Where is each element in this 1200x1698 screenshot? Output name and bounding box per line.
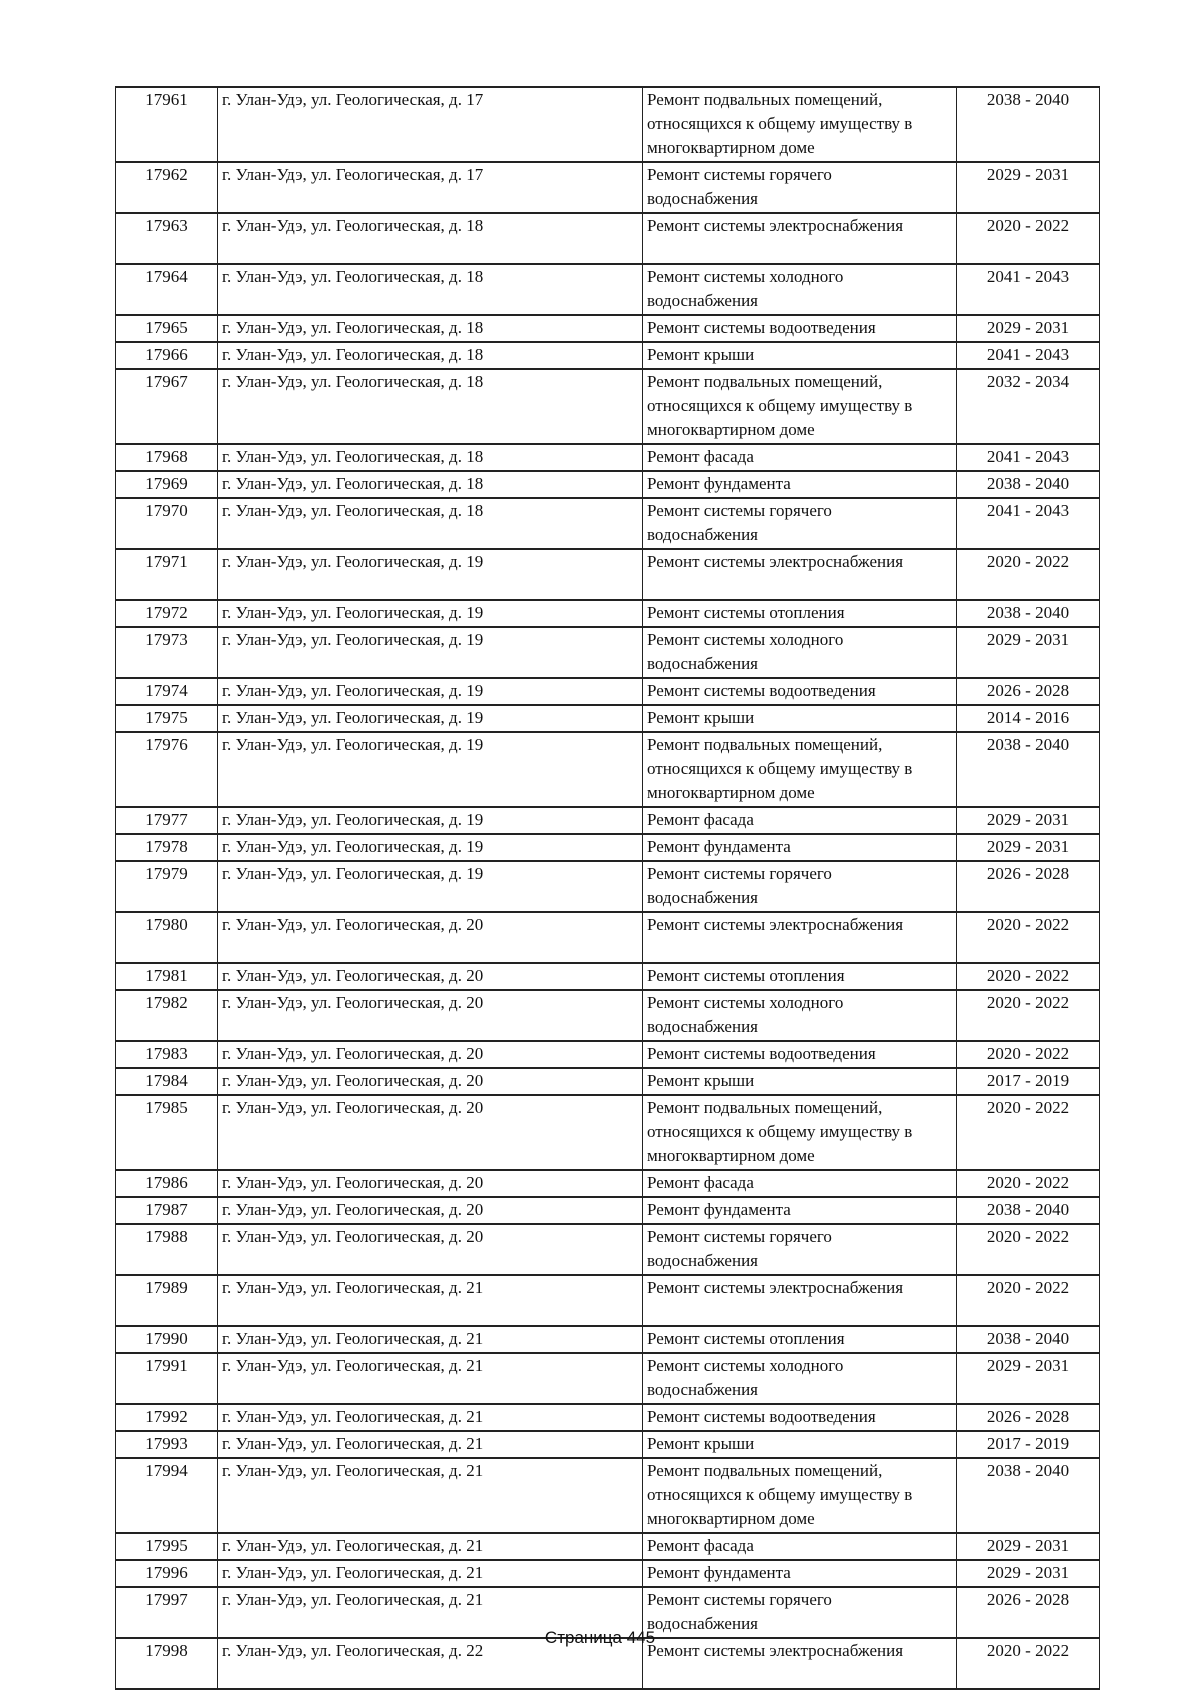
work-type-cell <box>643 990 957 1041</box>
address-cell: г. Улан-Удэ, ул. Геологическая, д. 19 <box>218 627 643 678</box>
work-type-line: водоснабжения <box>647 189 758 208</box>
address-cell: г. Улан-Удэ, ул. Геологическая, д. 17 <box>218 162 643 213</box>
address-cell: г. Улан-Удэ, ул. Геологическая, д. 19 <box>218 732 643 807</box>
table-row <box>116 627 1100 678</box>
period-cell: 2020 - 2022 <box>957 912 1100 963</box>
table-row <box>116 369 1100 444</box>
work-type-line: водоснабжения <box>647 525 758 544</box>
table-row <box>116 498 1100 549</box>
work-type-line: многоквартирном доме <box>647 420 815 439</box>
page-number: Страница 445 <box>544 1628 656 1647</box>
work-type-line: водоснабжения <box>647 291 758 310</box>
row-number-cell: 17969 <box>116 471 218 498</box>
address-cell: г. Улан-Удэ, ул. Геологическая, д. 20 <box>218 990 643 1041</box>
work-type-cell <box>643 807 957 834</box>
address-cell: г. Улан-Удэ, ул. Геологическая, д. 21 <box>218 1431 643 1458</box>
table-row <box>116 807 1100 834</box>
work-type-cell <box>643 369 957 444</box>
work-type-cell <box>643 1197 957 1224</box>
period-cell: 2026 - 2028 <box>957 678 1100 705</box>
table-row <box>116 1041 1100 1068</box>
work-type-cell <box>643 342 957 369</box>
row-number-cell: 17992 <box>116 1404 218 1431</box>
address-cell: г. Улан-Удэ, ул. Геологическая, д. 18 <box>218 369 643 444</box>
row-number-cell: 17975 <box>116 705 218 732</box>
work-type-line: многоквартирном доме <box>647 138 815 157</box>
period-cell: 2029 - 2031 <box>957 807 1100 834</box>
row-number-cell: 17967 <box>116 369 218 444</box>
row-number-cell: 17976 <box>116 732 218 807</box>
row-number-cell: 17974 <box>116 678 218 705</box>
work-type-line: относящихся к общему имуществу в <box>647 1122 913 1141</box>
period-cell: 2038 - 2040 <box>957 732 1100 807</box>
work-type-line: Ремонт системы горячего <box>647 1590 832 1609</box>
work-type-cell <box>643 1275 957 1326</box>
table-row <box>116 1431 1100 1458</box>
work-type-line: Ремонт фундамента <box>647 1563 791 1582</box>
work-type-line: Ремонт системы водоотведения <box>647 1407 876 1426</box>
row-number-cell: 17965 <box>116 315 218 342</box>
address-cell: г. Улан-Удэ, ул. Геологическая, д. 18 <box>218 342 643 369</box>
period-cell: 2020 - 2022 <box>957 213 1100 264</box>
work-type-line: Ремонт крыши <box>647 345 755 364</box>
work-type-line: Ремонт фасада <box>647 810 754 829</box>
address-cell: г. Улан-Удэ, ул. Геологическая, д. 21 <box>218 1458 643 1533</box>
work-type-line: Ремонт системы отопления <box>647 966 845 985</box>
row-number-cell: 17994 <box>116 1458 218 1533</box>
work-type-cell <box>643 1404 957 1431</box>
work-type-line: Ремонт системы электроснабжения <box>647 1278 904 1297</box>
work-type-line: водоснабжения <box>647 1380 758 1399</box>
table-row <box>116 162 1100 213</box>
work-type-line: Ремонт системы электроснабжения <box>647 1641 904 1660</box>
repair-works-table <box>115 86 1100 1690</box>
period-cell: 2020 - 2022 <box>957 1275 1100 1326</box>
work-type-cell <box>643 498 957 549</box>
address-cell: г. Улан-Удэ, ул. Геологическая, д. 18 <box>218 498 643 549</box>
address-cell: г. Улан-Удэ, ул. Геологическая, д. 22 <box>218 1638 643 1689</box>
period-cell: 2029 - 2031 <box>957 162 1100 213</box>
work-type-line: Ремонт системы отопления <box>647 1329 845 1348</box>
work-type-cell <box>643 861 957 912</box>
work-type-cell <box>643 549 957 600</box>
table-row <box>116 990 1100 1041</box>
table-row <box>116 444 1100 471</box>
work-type-cell <box>643 627 957 678</box>
work-type-cell <box>643 1224 957 1275</box>
work-type-line: Ремонт системы водоотведения <box>647 1044 876 1063</box>
work-type-line: водоснабжения <box>647 888 758 907</box>
work-type-cell <box>643 834 957 861</box>
row-number-cell: 17996 <box>116 1560 218 1587</box>
table-row <box>116 1170 1100 1197</box>
work-type-line: Ремонт системы холодного <box>647 267 844 286</box>
work-type-line: относящихся к общему имуществу в <box>647 1485 913 1504</box>
period-cell: 2038 - 2040 <box>957 471 1100 498</box>
row-number-cell: 17978 <box>116 834 218 861</box>
work-type-line: Ремонт системы электроснабжения <box>647 216 904 235</box>
row-number-cell: 17986 <box>116 1170 218 1197</box>
row-number-cell: 17970 <box>116 498 218 549</box>
table-row <box>116 87 1100 162</box>
table-row <box>116 1404 1100 1431</box>
address-cell: г. Улан-Удэ, ул. Геологическая, д. 20 <box>218 1197 643 1224</box>
work-type-cell <box>643 732 957 807</box>
address-cell: г. Улан-Удэ, ул. Геологическая, д. 20 <box>218 1170 643 1197</box>
work-type-line: Ремонт подвальных помещений, <box>647 1461 883 1480</box>
work-type-line: водоснабжения <box>647 1251 758 1270</box>
work-type-cell <box>643 1170 957 1197</box>
table-row <box>116 732 1100 807</box>
period-cell: 2020 - 2022 <box>957 1170 1100 1197</box>
period-cell: 2020 - 2022 <box>957 549 1100 600</box>
period-cell: 2038 - 2040 <box>957 1326 1100 1353</box>
row-number-cell: 17977 <box>116 807 218 834</box>
address-cell: г. Улан-Удэ, ул. Геологическая, д. 17 <box>218 87 643 162</box>
address-cell: г. Улан-Удэ, ул. Геологическая, д. 18 <box>218 444 643 471</box>
table-row <box>116 264 1100 315</box>
table-row <box>116 549 1100 600</box>
period-cell: 2029 - 2031 <box>957 1560 1100 1587</box>
work-type-line: многоквартирном доме <box>647 1509 815 1528</box>
address-cell: г. Улан-Удэ, ул. Геологическая, д. 19 <box>218 834 643 861</box>
row-number-cell: 17995 <box>116 1533 218 1560</box>
work-type-line: Ремонт системы холодного <box>647 630 844 649</box>
row-number-cell: 17980 <box>116 912 218 963</box>
repair-works-table-body <box>116 87 1100 1689</box>
address-cell: г. Улан-Удэ, ул. Геологическая, д. 21 <box>218 1587 643 1638</box>
address-cell: г. Улан-Удэ, ул. Геологическая, д. 20 <box>218 1224 643 1275</box>
row-number-cell: 17966 <box>116 342 218 369</box>
work-type-line: Ремонт системы водоотведения <box>647 681 876 700</box>
period-cell: 2026 - 2028 <box>957 1404 1100 1431</box>
row-number-cell: 17988 <box>116 1224 218 1275</box>
work-type-cell <box>643 705 957 732</box>
work-type-cell <box>643 1560 957 1587</box>
row-number-cell: 17972 <box>116 600 218 627</box>
table-row <box>116 342 1100 369</box>
work-type-line: Ремонт крыши <box>647 708 755 727</box>
row-number-cell: 17997 <box>116 1587 218 1638</box>
work-type-cell <box>643 87 957 162</box>
address-cell: г. Улан-Удэ, ул. Геологическая, д. 21 <box>218 1326 643 1353</box>
address-cell: г. Улан-Удэ, ул. Геологическая, д. 18 <box>218 315 643 342</box>
row-number-cell: 17961 <box>116 87 218 162</box>
row-number-cell: 17983 <box>116 1041 218 1068</box>
work-type-line: Ремонт фасада <box>647 1173 754 1192</box>
table-row <box>116 471 1100 498</box>
address-cell: г. Улан-Удэ, ул. Геологическая, д. 19 <box>218 549 643 600</box>
work-type-line: Ремонт подвальных помещений, <box>647 735 883 754</box>
work-type-cell <box>643 1431 957 1458</box>
work-type-cell <box>643 1533 957 1560</box>
period-cell: 2020 - 2022 <box>957 1638 1100 1689</box>
address-cell: г. Улан-Удэ, ул. Геологическая, д. 20 <box>218 1041 643 1068</box>
table-row <box>116 1353 1100 1404</box>
work-type-line: относящихся к общему имуществу в <box>647 396 913 415</box>
row-number-cell: 17991 <box>116 1353 218 1404</box>
work-type-cell <box>643 600 957 627</box>
work-type-line: Ремонт фасада <box>647 1536 754 1555</box>
row-number-cell: 17993 <box>116 1431 218 1458</box>
period-cell: 2041 - 2043 <box>957 444 1100 471</box>
address-cell: г. Улан-Удэ, ул. Геологическая, д. 19 <box>218 678 643 705</box>
table-row <box>116 912 1100 963</box>
table-row <box>116 1095 1100 1170</box>
row-number-cell: 17989 <box>116 1275 218 1326</box>
work-type-line: относящихся к общему имуществу в <box>647 114 913 133</box>
work-type-line: Ремонт фундамента <box>647 837 791 856</box>
period-cell: 2020 - 2022 <box>957 990 1100 1041</box>
work-type-line: Ремонт системы горячего <box>647 501 832 520</box>
period-cell: 2041 - 2043 <box>957 498 1100 549</box>
table-row <box>116 600 1100 627</box>
work-type-line: многоквартирном доме <box>647 1146 815 1165</box>
work-type-line: Ремонт системы горячего <box>647 864 832 883</box>
work-type-cell <box>643 1326 957 1353</box>
address-cell: г. Улан-Удэ, ул. Геологическая, д. 20 <box>218 1068 643 1095</box>
work-type-line: Ремонт подвальных помещений, <box>647 372 883 391</box>
address-cell: г. Улан-Удэ, ул. Геологическая, д. 20 <box>218 1095 643 1170</box>
table-row <box>116 834 1100 861</box>
row-number-cell: 17982 <box>116 990 218 1041</box>
work-type-line: Ремонт системы электроснабжения <box>647 552 904 571</box>
address-cell: г. Улан-Удэ, ул. Геологическая, д. 19 <box>218 861 643 912</box>
period-cell: 2038 - 2040 <box>957 600 1100 627</box>
work-type-line: водоснабжения <box>647 1614 758 1633</box>
work-type-line: Ремонт системы электроснабжения <box>647 915 904 934</box>
work-type-cell <box>643 1068 957 1095</box>
table-row <box>116 678 1100 705</box>
table-row <box>116 213 1100 264</box>
work-type-cell <box>643 1458 957 1533</box>
row-number-cell: 17962 <box>116 162 218 213</box>
period-cell: 2026 - 2028 <box>957 1587 1100 1638</box>
table-row <box>116 1458 1100 1533</box>
address-cell: г. Улан-Удэ, ул. Геологическая, д. 20 <box>218 912 643 963</box>
work-type-line: Ремонт фундамента <box>647 474 791 493</box>
address-cell: г. Улан-Удэ, ул. Геологическая, д. 19 <box>218 600 643 627</box>
work-type-line: водоснабжения <box>647 654 758 673</box>
work-type-line: относящихся к общему имуществу в <box>647 759 913 778</box>
table-row <box>116 1533 1100 1560</box>
work-type-cell <box>643 471 957 498</box>
work-type-cell <box>643 444 957 471</box>
table-row <box>116 1560 1100 1587</box>
work-type-cell <box>643 162 957 213</box>
period-cell: 2038 - 2040 <box>957 1197 1100 1224</box>
row-number-cell: 17985 <box>116 1095 218 1170</box>
work-type-cell <box>643 1353 957 1404</box>
work-type-line: Ремонт системы холодного <box>647 993 844 1012</box>
period-cell: 2026 - 2028 <box>957 861 1100 912</box>
period-cell: 2029 - 2031 <box>957 834 1100 861</box>
work-type-line: Ремонт крыши <box>647 1071 755 1090</box>
period-cell: 2020 - 2022 <box>957 1224 1100 1275</box>
row-number-cell: 17971 <box>116 549 218 600</box>
table-row <box>116 705 1100 732</box>
address-cell: г. Улан-Удэ, ул. Геологическая, д. 21 <box>218 1353 643 1404</box>
row-number-cell: 17963 <box>116 213 218 264</box>
address-cell: г. Улан-Удэ, ул. Геологическая, д. 19 <box>218 705 643 732</box>
address-cell: г. Улан-Удэ, ул. Геологическая, д. 18 <box>218 213 643 264</box>
row-number-cell: 17973 <box>116 627 218 678</box>
work-type-cell <box>643 963 957 990</box>
work-type-line: Ремонт системы горячего <box>647 165 832 184</box>
work-type-line: Ремонт фундамента <box>647 1200 791 1219</box>
table-row <box>116 1197 1100 1224</box>
work-type-line: Ремонт системы отопления <box>647 603 845 622</box>
period-cell: 2032 - 2034 <box>957 369 1100 444</box>
row-number-cell: 17998 <box>116 1638 218 1689</box>
address-cell: г. Улан-Удэ, ул. Геологическая, д. 21 <box>218 1533 643 1560</box>
address-cell: г. Улан-Удэ, ул. Геологическая, д. 18 <box>218 264 643 315</box>
work-type-line: Ремонт крыши <box>647 1434 755 1453</box>
period-cell: 2014 - 2016 <box>957 705 1100 732</box>
work-type-line: водоснабжения <box>647 1017 758 1036</box>
period-cell: 2038 - 2040 <box>957 87 1100 162</box>
address-cell: г. Улан-Удэ, ул. Геологическая, д. 21 <box>218 1275 643 1326</box>
period-cell: 2038 - 2040 <box>957 1458 1100 1533</box>
work-type-line: Ремонт фасада <box>647 447 754 466</box>
work-type-line: Ремонт системы холодного <box>647 1356 844 1375</box>
period-cell: 2020 - 2022 <box>957 1041 1100 1068</box>
table-row <box>116 861 1100 912</box>
row-number-cell: 17990 <box>116 1326 218 1353</box>
work-type-cell <box>643 315 957 342</box>
period-cell: 2041 - 2043 <box>957 264 1100 315</box>
work-type-line: Ремонт системы горячего <box>647 1227 832 1246</box>
period-cell: 2041 - 2043 <box>957 342 1100 369</box>
table-row <box>116 963 1100 990</box>
row-number-cell: 17964 <box>116 264 218 315</box>
period-cell: 2029 - 2031 <box>957 1353 1100 1404</box>
period-cell: 2029 - 2031 <box>957 1533 1100 1560</box>
work-type-cell <box>643 213 957 264</box>
row-number-cell: 17979 <box>116 861 218 912</box>
work-type-line: Ремонт подвальных помещений, <box>647 1098 883 1117</box>
row-number-cell: 17987 <box>116 1197 218 1224</box>
table-row <box>116 1326 1100 1353</box>
work-type-cell <box>643 1041 957 1068</box>
period-cell: 2029 - 2031 <box>957 315 1100 342</box>
period-cell: 2017 - 2019 <box>957 1068 1100 1095</box>
work-type-line: Ремонт системы водоотведения <box>647 318 876 337</box>
work-type-cell <box>643 912 957 963</box>
row-number-cell: 17981 <box>116 963 218 990</box>
table-row <box>116 1275 1100 1326</box>
period-cell: 2029 - 2031 <box>957 627 1100 678</box>
address-cell: г. Улан-Удэ, ул. Геологическая, д. 18 <box>218 471 643 498</box>
work-type-line: Ремонт подвальных помещений, <box>647 90 883 109</box>
period-cell: 2017 - 2019 <box>957 1431 1100 1458</box>
work-type-line: многоквартирном доме <box>647 783 815 802</box>
address-cell: г. Улан-Удэ, ул. Геологическая, д. 21 <box>218 1560 643 1587</box>
table-row <box>116 1224 1100 1275</box>
address-cell: г. Улан-Удэ, ул. Геологическая, д. 21 <box>218 1404 643 1431</box>
table-row <box>116 1068 1100 1095</box>
work-type-cell <box>643 678 957 705</box>
work-type-cell <box>643 1095 957 1170</box>
table-row <box>116 315 1100 342</box>
row-number-cell: 17968 <box>116 444 218 471</box>
row-number-cell: 17984 <box>116 1068 218 1095</box>
address-cell: г. Улан-Удэ, ул. Геологическая, д. 19 <box>218 807 643 834</box>
address-cell: г. Улан-Удэ, ул. Геологическая, д. 20 <box>218 963 643 990</box>
work-type-cell <box>643 264 957 315</box>
period-cell: 2020 - 2022 <box>957 963 1100 990</box>
period-cell: 2020 - 2022 <box>957 1095 1100 1170</box>
